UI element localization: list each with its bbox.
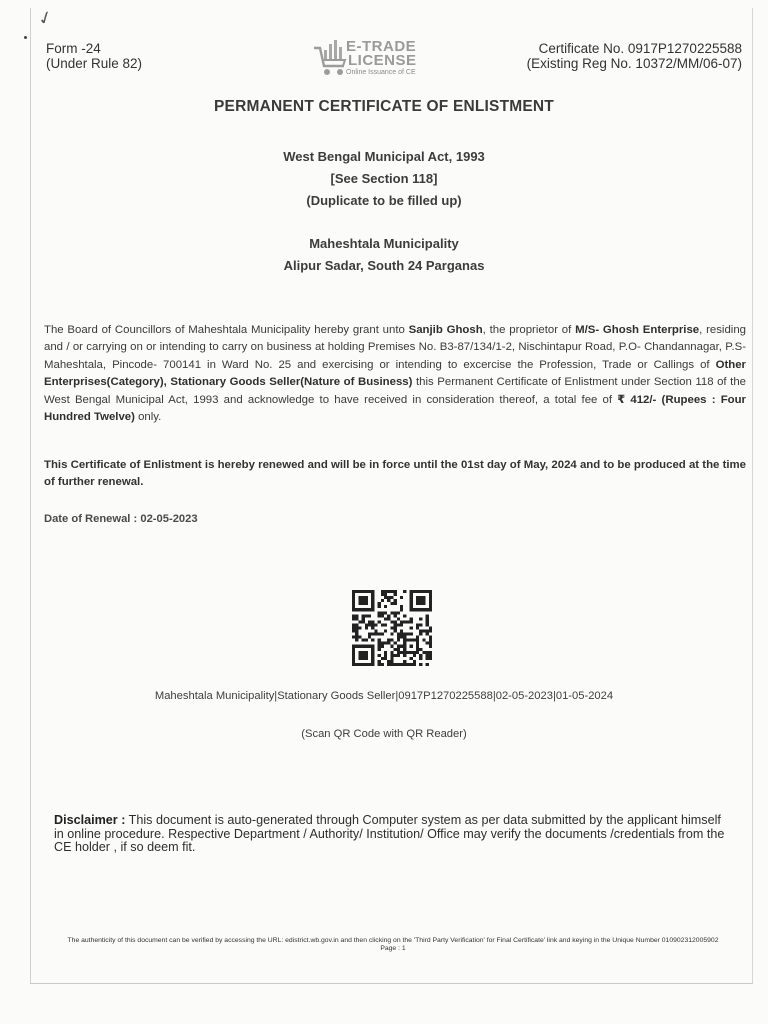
duplicate-note: (Duplicate to be filled up) bbox=[306, 193, 462, 208]
grant-text-end: only. bbox=[134, 411, 162, 424]
business-category: Other Enterprises(Category), Stationary Goods Seller(Nature of Business) bbox=[44, 358, 746, 389]
certificate-number-block bbox=[527, 41, 742, 71]
municipality-name: Maheshtala Municipality bbox=[309, 236, 459, 251]
act-name: West Bengal Municipal Act, 1993 bbox=[283, 149, 485, 164]
disclaimer bbox=[54, 814, 734, 855]
qr-code bbox=[352, 590, 432, 666]
verification-footer bbox=[36, 937, 750, 953]
logo-tagline: Online Issuance of CE bbox=[346, 69, 416, 76]
grant-text-proprietor: , the proprietor of bbox=[482, 324, 576, 336]
grant-paragraph bbox=[44, 322, 746, 426]
page-number: Page : 1 bbox=[380, 945, 406, 952]
page-border-bottom bbox=[30, 983, 753, 984]
form-number bbox=[46, 41, 142, 71]
fee-amount: ₹ 412/- (Rupees : Four Hundred Twelve) bbox=[44, 393, 746, 424]
disclaimer-label: Disclaimer : bbox=[54, 813, 126, 827]
municipality-location: Alipur Sadar, South 24 Parganas bbox=[283, 258, 485, 273]
cart-graphic-icon bbox=[312, 38, 348, 80]
qr-code-image bbox=[352, 590, 432, 666]
grant-text-act: this Permanent Certificate of Enlistment under Section 118 of the West Bengal Municipal Act, 1993 and acknowledge to have received in consideration thereof, a total fee of bbox=[44, 376, 746, 406]
pen-tick-mark: ✓ bbox=[34, 6, 56, 31]
existing-registration-number: (Existing Reg No. 10372/MM/06-07) bbox=[526, 56, 742, 71]
qr-caption: Maheshtala Municipality|Stationary Goods Seller|0917P1270225588|02-05-2023|01-05-2024 bbox=[154, 690, 614, 702]
proprietor-name: Sanjib Ghosh bbox=[408, 324, 483, 336]
act-section: [See Section 118] bbox=[330, 171, 438, 186]
qr-instruction: (Scan QR Code with QR Reader) bbox=[301, 728, 467, 740]
form-label: Form -24 bbox=[46, 41, 101, 56]
renewal-date: Date of Renewal : 02-05-2023 bbox=[44, 513, 198, 525]
grant-text-address: , residing and / or carrying on or intending to carry on business at holding Premises No. B3-87/134/1-2, Nischintapur Road, P.O- Chandannagar, P.S- Maheshtala, Pincode- 700141 in Ward No. 25 and exercising or intending to excercise the Profession, Trade or Callings of bbox=[44, 324, 746, 371]
etrade-license-logo bbox=[312, 38, 438, 82]
ink-dot bbox=[24, 36, 27, 39]
logo-wordmark-license: LICENSE bbox=[348, 52, 417, 69]
verification-note: The authenticity of this document can be verified by accessing the URL: edistrict.wb.gov.in and then clicking on the 'Third Party Verification' for Final Certificate' link and keying in the Unique Number 010902312005902 bbox=[67, 937, 719, 944]
certificate-number: Certificate No. 0917P1270225588 bbox=[538, 41, 742, 56]
document-title: PERMANENT CERTIFICATE OF ENLISTMENT bbox=[214, 98, 554, 115]
disclaimer-text: This document is auto-generated through Computer system as per data submitted by the applicant himself in online procedure. Respective Department / Authority/ Institution/ Office may verify the documents /credentials from the CE holder , if so deem fit. bbox=[54, 813, 725, 855]
firm-name: M/S- Ghosh Enterprise bbox=[575, 324, 700, 336]
grant-text-intro: The Board of Councillors of Maheshtala Municipality hereby grant unto bbox=[44, 324, 409, 336]
form-rule: (Under Rule 82) bbox=[46, 56, 143, 71]
logo-wordmark-etrade: E-TRADE bbox=[346, 38, 417, 55]
renewal-statement: This Certificate of Enlistment is hereby renewed and will be in force until the 01st day of May, 2024 and to be produced at the time of further renewal. bbox=[44, 459, 746, 489]
